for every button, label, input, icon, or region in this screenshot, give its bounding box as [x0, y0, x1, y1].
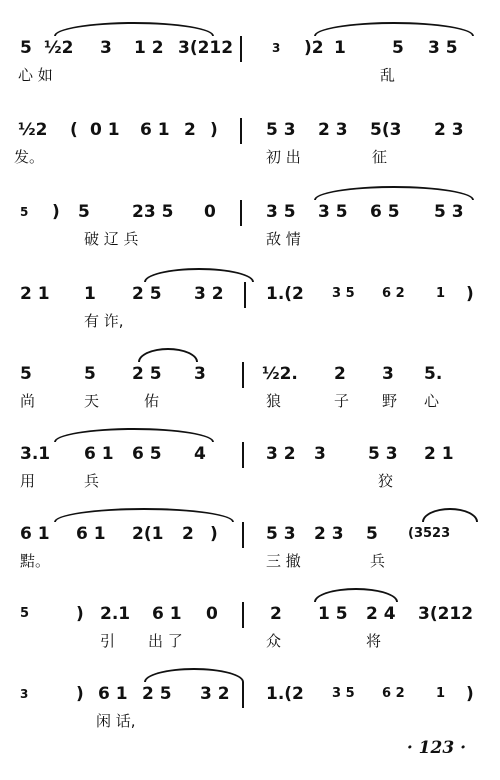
note: 3 2 [194, 284, 224, 304]
note: 4 [194, 444, 206, 464]
note: 6 1 [140, 120, 170, 140]
bar-line [242, 362, 244, 388]
note: 3(212 [178, 38, 234, 58]
score-system [0, 34, 500, 120]
note: 6 5 [132, 444, 162, 464]
score-system [0, 600, 500, 686]
notation-line [14, 280, 484, 308]
note: 3 5 [332, 286, 355, 301]
score-system [0, 520, 500, 606]
note: 6 1 [152, 604, 182, 624]
note: 3 5 [428, 38, 458, 58]
bar-line [242, 682, 244, 708]
note: 5 [392, 38, 404, 58]
note: ) [466, 684, 474, 704]
lyric: 众 [266, 632, 282, 650]
note: 1 [84, 284, 96, 304]
bar-line [242, 522, 244, 548]
lyric-line [14, 310, 484, 332]
note: 5 [84, 364, 96, 384]
lyric: 子 [334, 392, 350, 410]
note: 2 [334, 364, 346, 384]
note: 2 1 [424, 444, 454, 464]
note: 2 [184, 120, 196, 140]
note: 3 5 [266, 202, 296, 222]
lyric: 破 辽 兵 [84, 230, 139, 248]
note: 5 3 [266, 120, 296, 140]
note: 1 5 [318, 604, 348, 624]
note: 2 1 [20, 284, 50, 304]
lyric: 将 [366, 632, 382, 650]
lyric-line [14, 710, 484, 732]
lyric: 心 如 [18, 66, 53, 84]
lyric: 尚 [20, 392, 36, 410]
note: 3(212 [418, 604, 474, 624]
note: 2.1 [100, 604, 131, 624]
lyric-line [14, 64, 484, 86]
lyric: 三 撤 [266, 552, 301, 570]
note: 1 2 [134, 38, 164, 58]
bar-line [240, 36, 242, 62]
lyric: 有 诈, [84, 312, 124, 330]
score-system [0, 280, 500, 366]
note: 3 [100, 38, 112, 58]
note: ) [210, 524, 218, 544]
bar-line [240, 118, 242, 144]
lyric-line [14, 228, 484, 250]
note: 1 [436, 286, 446, 301]
note: 5 3 [368, 444, 398, 464]
notation-line [14, 360, 484, 388]
lyric: 心 [424, 392, 440, 410]
note: ) [466, 284, 474, 304]
note: (3523 [408, 526, 451, 541]
notation-line [14, 520, 484, 548]
lyric: 敌 情 [266, 230, 301, 248]
lyric-line [14, 550, 484, 572]
lyric: 狼 [266, 392, 282, 410]
note: 2 [182, 524, 194, 544]
note: 3 [20, 687, 29, 701]
note: 1.(2 [266, 684, 304, 704]
notation-line [14, 440, 484, 468]
notation-line [14, 680, 484, 708]
lyric: 佑 [144, 392, 160, 410]
lyric: 黠。 [20, 552, 51, 570]
lyric: 天 [84, 392, 100, 410]
lyric: 野 [382, 392, 398, 410]
lyric: 兵 [84, 472, 100, 490]
note: 5 [20, 205, 29, 219]
lyric: 初 出 [266, 148, 301, 166]
lyric: 征 [372, 148, 388, 166]
note: 5. [424, 364, 443, 384]
lyric-line [14, 470, 484, 492]
note: 5 [20, 364, 32, 384]
note: 3 [314, 444, 326, 464]
note: 2 3 [318, 120, 348, 140]
note: 3 5 [332, 686, 355, 701]
lyric-line [14, 630, 484, 652]
note: ) [210, 120, 218, 140]
bar-line [240, 200, 242, 226]
bar-line [242, 442, 244, 468]
lyric: 引 [100, 632, 116, 650]
lyric: 用 [20, 472, 36, 490]
slur-mark [314, 22, 474, 36]
note: 5(3 [370, 120, 402, 140]
note: 6 1 [98, 684, 128, 704]
lyric: 乱 [380, 66, 396, 84]
lyric: 发。 [14, 148, 45, 166]
note: 2 4 [366, 604, 396, 624]
note: 5 [366, 524, 378, 544]
note: 2 3 [434, 120, 464, 140]
note: 3 2 [266, 444, 296, 464]
note: 5 [20, 606, 30, 621]
note: ) [52, 202, 60, 222]
note: 6 2 [382, 686, 405, 701]
notation-line [14, 116, 484, 144]
notation-line [14, 34, 484, 62]
lyric: 兵 [370, 552, 386, 570]
note: 5 [20, 38, 32, 58]
note: 1.(2 [266, 284, 304, 304]
lyric-line [14, 146, 484, 168]
note: 2 [270, 604, 282, 624]
bar-line [244, 282, 246, 308]
note: )2 [304, 38, 324, 58]
lyric: 狡 [378, 472, 394, 490]
score-system [0, 198, 500, 284]
note: ½2 [44, 38, 74, 58]
note: ) [76, 684, 84, 704]
note: 2 5 [142, 684, 172, 704]
note: 3 [194, 364, 206, 384]
note: 6 1 [20, 524, 50, 544]
lyric: 闲 话, [96, 712, 136, 730]
note: ) [76, 604, 84, 624]
note: 6 2 [382, 286, 405, 301]
note: 6 1 [84, 444, 114, 464]
note: 0 1 [90, 120, 120, 140]
bar-line [242, 602, 244, 628]
note: 3 [382, 364, 394, 384]
lyric: 出 了 [148, 632, 183, 650]
note: 2 5 [132, 364, 162, 384]
note: 5 3 [434, 202, 464, 222]
note: 3 2 [200, 684, 230, 704]
note: 6 5 [370, 202, 400, 222]
note: 1 [334, 38, 346, 58]
note: ½2 [18, 120, 48, 140]
note: 1 [436, 686, 446, 701]
note: 5 3 [266, 524, 296, 544]
slur-mark [54, 22, 214, 36]
note: 2(1 [132, 524, 164, 544]
note: 0 [206, 604, 218, 624]
page-number: · 123 · [406, 738, 466, 758]
note: 2 5 [132, 284, 162, 304]
notation-line [14, 600, 484, 628]
note: 3 [272, 41, 281, 55]
note: 23 5 [132, 202, 174, 222]
note: 3.1 [20, 444, 51, 464]
note: ½2. [262, 364, 298, 384]
note: 0 [204, 202, 216, 222]
note: 5 [78, 202, 90, 222]
note: 3 5 [318, 202, 348, 222]
notation-line [14, 198, 484, 226]
note: 6 1 [76, 524, 106, 544]
note: ( [70, 120, 78, 140]
lyric-line [14, 390, 484, 412]
note: 2 3 [314, 524, 344, 544]
